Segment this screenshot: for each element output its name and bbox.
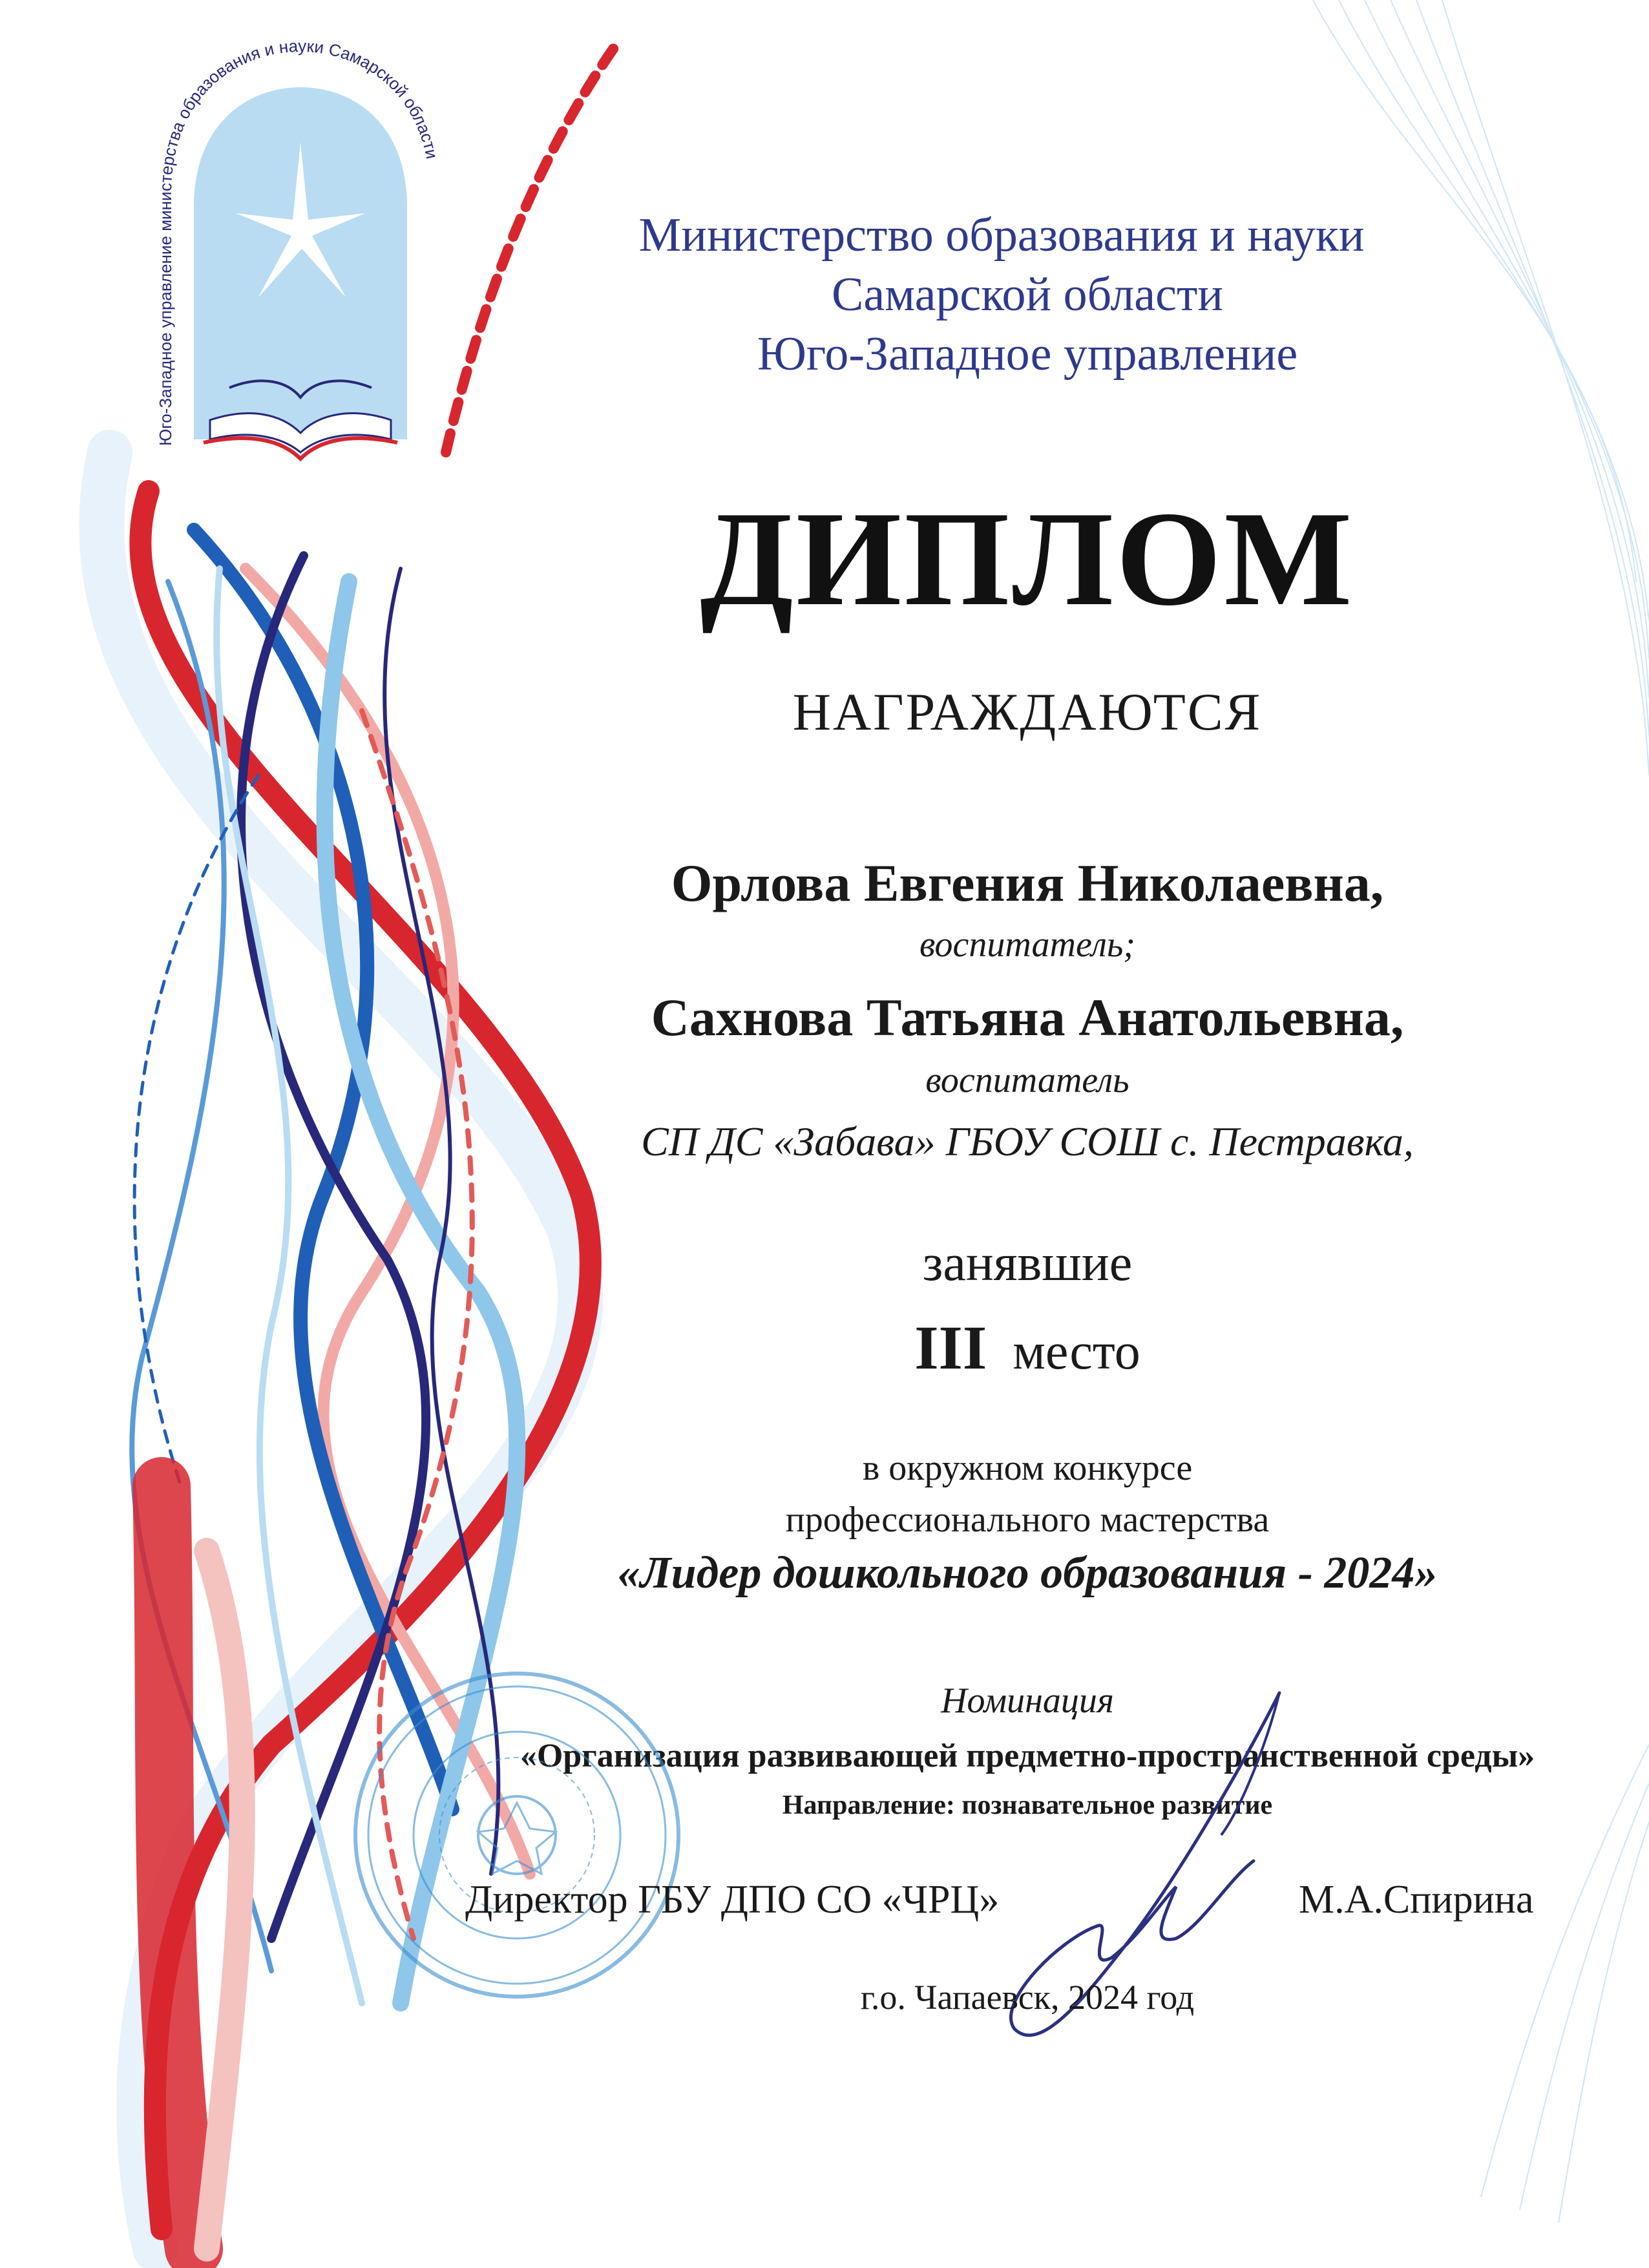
official-seal: [336, 1654, 698, 2016]
contest-line-2: профессионального мастерства: [785, 1500, 1270, 1540]
place-number: III: [914, 1313, 987, 1382]
recipient-2-role: воспитатель: [925, 1060, 1129, 1100]
awarded-heading: НАГРАЖДАЮТСЯ: [792, 682, 1263, 741]
diploma-title: ДИПЛОМ: [700, 484, 1355, 634]
ministry-line-1: Министерство образования и науки: [638, 209, 1365, 262]
recipient-1-role: воспитатель;: [919, 925, 1135, 965]
nomination-title: «Организация развивающей предметно-пространственной среды»: [520, 1738, 1535, 1774]
ministry-line-3: Юго-Западное управление: [757, 328, 1298, 381]
contest-line-1: в окружном конкурсе: [862, 1448, 1193, 1488]
place-word: место: [1013, 1323, 1140, 1380]
organization-name: СП ДС «Забава» ГБОУ СОШ с. Пестравка,: [641, 1118, 1414, 1164]
recipient-2-name: Сахнова Татьяна Анатольевна,: [651, 988, 1404, 1047]
occupied-label: занявшие: [922, 1235, 1133, 1292]
place-line: [414, 1312, 1641, 1383]
director-name: М.А.Спирина: [1299, 1878, 1534, 1922]
contest-title: «Лидер дошкольного образования - 2024»: [617, 1548, 1438, 1598]
direction-line: Направление: познавательное развитие: [782, 1790, 1273, 1820]
recipient-1-name: Орлова Евгения Николаевна,: [671, 854, 1384, 912]
nomination-label: Номинация: [941, 1681, 1114, 1721]
emblem-ring-text: Юго-Западное управление министерства образования и науки Самарской области: [155, 36, 443, 446]
director-title: Директор ГБУ ДПО СО «ЧРЦ»: [465, 1878, 1000, 1922]
ministry-line-2: Самарской области: [832, 268, 1223, 321]
place-and-date: г.о. Чапаевск, 2024 год: [860, 1978, 1195, 2017]
